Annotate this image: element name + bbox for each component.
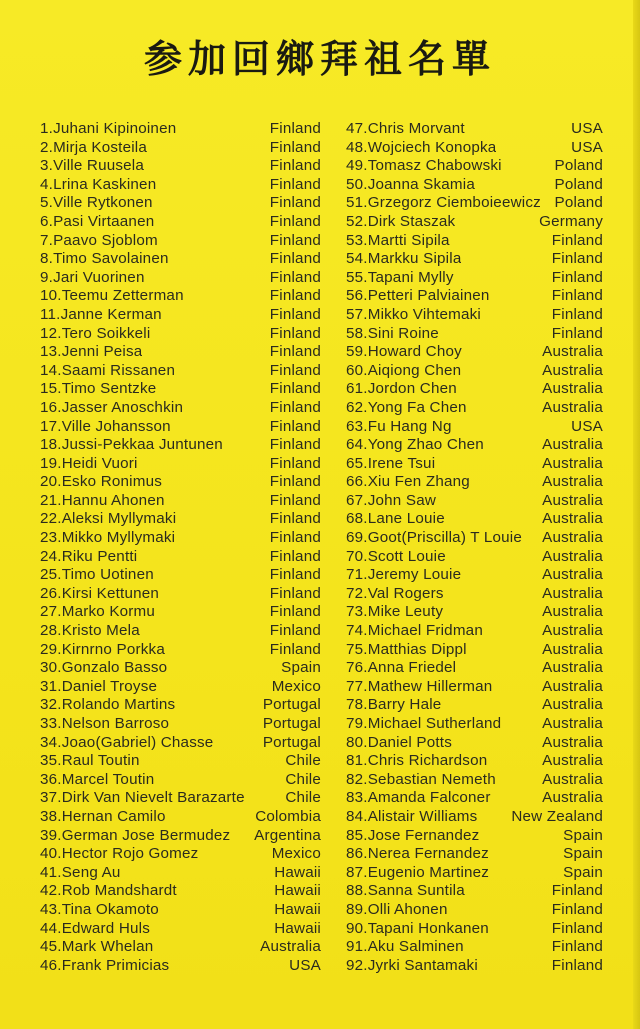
participant-country: Portugal — [262, 733, 321, 751]
list-item — [346, 734, 603, 753]
participant-name: 17.Ville Johansson — [40, 417, 171, 435]
page-edge — [633, 0, 640, 1029]
list-item — [40, 734, 321, 753]
list-item — [346, 269, 603, 288]
participant-country: Finland — [269, 120, 321, 137]
participant-name: 47.Chris Morvant — [346, 120, 465, 137]
participant-name: 44.Edward Huls — [40, 919, 151, 937]
list-item — [40, 120, 321, 139]
participant-country: Finland — [269, 398, 321, 416]
list-item — [346, 920, 603, 939]
list-item — [40, 232, 321, 251]
participant-name: 65.Irene Tsui — [346, 454, 436, 472]
participant-name: 62.Yong Fa Chen — [346, 398, 467, 416]
list-item — [40, 696, 321, 715]
participant-country: Portugal — [262, 696, 321, 714]
list-item — [40, 343, 321, 362]
participant-name: 54.Markku Sipila — [346, 250, 462, 268]
list-item — [40, 622, 321, 641]
participant-name: 68.Lane Louie — [346, 510, 445, 528]
participant-name: 38.Hernan Camilo — [40, 807, 166, 825]
list-item — [346, 808, 603, 827]
list-item — [40, 641, 321, 660]
participant-name: 7.Paavo Sjoblom — [40, 231, 158, 249]
participant-country: Finland — [269, 584, 321, 602]
participant-name: 25.Timo Uotinen — [40, 566, 154, 584]
list-item — [40, 455, 321, 474]
list-item — [40, 176, 321, 195]
participant-list-right — [346, 120, 603, 975]
list-item — [40, 957, 321, 976]
list-item — [40, 789, 321, 808]
participant-country: Australia — [542, 510, 603, 528]
participant-country: Australia — [542, 677, 603, 695]
participant-country: Australia — [542, 603, 603, 621]
participant-country: Finland — [551, 268, 603, 286]
participant-name: 34.Joao(Gabriel) Chasse — [40, 733, 214, 751]
list-item — [346, 492, 603, 511]
list-item — [346, 957, 603, 976]
list-item — [40, 715, 321, 734]
participant-name: 80.Daniel Potts — [346, 733, 452, 751]
participant-country: Australia — [260, 938, 321, 956]
list-item — [346, 548, 603, 567]
list-item — [346, 418, 603, 437]
participant-country: Finland — [269, 324, 321, 342]
list-item — [346, 306, 603, 325]
list-item — [40, 325, 321, 344]
participant-name: 76.Anna Friedel — [346, 659, 457, 677]
participant-country: Australia — [542, 473, 603, 491]
list-item — [40, 139, 321, 158]
participant-name: 50.Joanna Skamia — [346, 175, 476, 193]
list-item — [346, 678, 603, 697]
participant-name: 10.Teemu Zetterman — [40, 287, 184, 305]
list-item — [346, 827, 603, 846]
participant-country: Colombia — [255, 807, 321, 825]
list-item — [40, 213, 321, 232]
participant-name: 24.Riku Pentti — [40, 547, 138, 565]
participant-name: 19.Heidi Vuori — [40, 454, 138, 472]
list-item — [40, 473, 321, 492]
participant-name: 26.Kirsi Kettunen — [40, 584, 160, 602]
participant-country: Finland — [551, 305, 603, 323]
participant-name: 18.Jussi-Pekkaa Juntunen — [40, 436, 223, 454]
participant-name: 14.Saami Rissanen — [40, 361, 176, 379]
participant-country: Australia — [542, 584, 603, 602]
participant-country: Chile — [285, 770, 321, 788]
participant-country: Argentina — [254, 826, 321, 844]
participant-name: 2.Mirja Kosteila — [40, 138, 148, 156]
participant-name: 52.Dirk Staszak — [346, 212, 456, 230]
participant-name: 66.Xiu Fen Zhang — [346, 473, 470, 491]
participant-country: Finland — [269, 622, 321, 640]
list-item — [40, 418, 321, 437]
list-item — [40, 864, 321, 883]
participant-country: Australia — [542, 454, 603, 472]
list-item — [346, 436, 603, 455]
participant-name: 5.Ville Rytkonen — [40, 194, 153, 212]
list-item — [40, 306, 321, 325]
participant-country: Australia — [542, 547, 603, 565]
list-item — [346, 659, 603, 678]
participant-country: Finland — [269, 268, 321, 286]
participant-country: Spain — [563, 826, 603, 844]
participant-country: Australia — [542, 398, 603, 416]
list-item — [40, 585, 321, 604]
list-item — [346, 287, 603, 306]
list-item — [40, 250, 321, 269]
participant-country: Portugal — [262, 715, 321, 732]
participant-country: Australia — [542, 659, 603, 677]
participant-name: 82.Sebastian Nemeth — [346, 770, 496, 788]
participant-name: 12.Tero Soikkeli — [40, 324, 151, 342]
list-item — [346, 343, 603, 362]
participant-name: 64.Yong Zhao Chen — [346, 436, 484, 454]
participant-country: Australia — [542, 491, 603, 509]
participant-name: 49.Tomasz Chabowski — [346, 157, 502, 175]
participant-name: 30.Gonzalo Basso — [40, 659, 168, 677]
participant-country: Finland — [551, 882, 603, 900]
list-item — [40, 548, 321, 567]
participant-name: 32.Rolando Martins — [40, 696, 176, 714]
participant-country: Finland — [269, 473, 321, 491]
participant-name: 88.Sanna Suntila — [346, 882, 465, 900]
participant-country: Finland — [269, 566, 321, 584]
participant-name: 42.Rob Mandshardt — [40, 882, 177, 900]
participant-name: 37.Dirk Van Nievelt Barazarte — [40, 789, 245, 807]
list-item — [346, 399, 603, 418]
participant-name: 31.Daniel Troyse — [40, 677, 158, 695]
participant-country: Spain — [563, 845, 603, 863]
list-item — [40, 808, 321, 827]
participant-name: 81.Chris Richardson — [346, 752, 488, 770]
participant-country: Australia — [542, 529, 603, 547]
list-item — [346, 585, 603, 604]
participant-country: USA — [571, 120, 603, 137]
list-item — [346, 157, 603, 176]
participant-name: 41.Seng Au — [40, 863, 121, 881]
participant-country: Finland — [551, 324, 603, 342]
list-item — [346, 566, 603, 585]
participant-name: 40.Hector Rojo Gomez — [40, 845, 199, 863]
list-item — [346, 603, 603, 622]
participant-country: Hawaii — [274, 882, 321, 900]
list-item — [346, 176, 603, 195]
participant-name: 60.Aiqiong Chen — [346, 361, 462, 379]
participant-country: Hawaii — [274, 900, 321, 918]
participant-name: 16.Jasser Anoschkin — [40, 398, 184, 416]
participant-name: 53.Martti Sipila — [346, 231, 450, 249]
participant-country: Australia — [542, 361, 603, 379]
participant-name: 56.Petteri Palviainen — [346, 287, 490, 305]
participant-country: Finland — [269, 454, 321, 472]
participant-country: Finland — [269, 361, 321, 379]
participant-country: Australia — [542, 770, 603, 788]
list-item — [346, 362, 603, 381]
list-item — [346, 696, 603, 715]
participant-name: 73.Mike Leuty — [346, 603, 444, 621]
participant-country: USA — [289, 956, 321, 974]
participant-name: 89.Olli Ahonen — [346, 900, 448, 918]
participant-name: 75.Matthias Dippl — [346, 640, 467, 658]
list-item — [40, 287, 321, 306]
list-item — [346, 529, 603, 548]
participant-name: 71.Jeremy Louie — [346, 566, 462, 584]
participant-country: Australia — [542, 436, 603, 454]
list-item — [346, 473, 603, 492]
participant-name: 63.Fu Hang Ng — [346, 417, 452, 435]
list-item — [40, 678, 321, 697]
participant-name: 79.Michael Sutherland — [346, 715, 502, 732]
participant-name: 1.Juhani Kipinoinen — [40, 120, 177, 137]
participant-country: Mexico — [271, 845, 321, 863]
participant-country: Finland — [269, 436, 321, 454]
participant-name: 67.John Saw — [346, 491, 437, 509]
list-item — [40, 920, 321, 939]
participant-country: USA — [571, 138, 603, 156]
list-item — [40, 529, 321, 548]
participant-name: 51.Grzegorz Ciemboieewicz — [346, 194, 541, 212]
participant-country: Finland — [551, 287, 603, 305]
participant-country: Hawaii — [274, 919, 321, 937]
participant-name: 90.Tapani Honkanen — [346, 919, 489, 937]
participant-name: 43.Tina Okamoto — [40, 900, 159, 918]
participant-country: Australia — [542, 752, 603, 770]
participant-name: 4.Lrina Kaskinen — [40, 175, 157, 193]
list-item — [346, 938, 603, 957]
participant-name: 91.Aku Salminen — [346, 938, 464, 956]
participant-name: 72.Val Rogers — [346, 584, 444, 602]
participant-name: 15.Timo Sentzke — [40, 380, 157, 398]
list-item — [346, 380, 603, 399]
participant-country: Australia — [542, 622, 603, 640]
participant-country: Australia — [542, 640, 603, 658]
participant-name: 92.Jyrki Santamaki — [346, 956, 478, 974]
participant-name: 69.Goot(Priscilla) T Louie — [346, 529, 522, 547]
participant-name: 33.Nelson Barroso — [40, 715, 170, 732]
participant-name: 20.Esko Ronimus — [40, 473, 163, 491]
participant-name: 78.Barry Hale — [346, 696, 442, 714]
participant-country: Finland — [269, 380, 321, 398]
participant-name: 57.Mikko Vihtemaki — [346, 305, 481, 323]
participant-country: Finland — [269, 138, 321, 156]
list-item — [346, 139, 603, 158]
participant-name: 84.Alistair Williams — [346, 807, 478, 825]
participant-country: Finland — [269, 491, 321, 509]
list-item — [40, 157, 321, 176]
list-item — [346, 752, 603, 771]
list-item — [40, 938, 321, 957]
participant-country: Finland — [269, 529, 321, 547]
participant-country: Germany — [539, 212, 603, 230]
participant-name: 29.Kirnrno Porkka — [40, 640, 165, 658]
participant-country: Finland — [551, 919, 603, 937]
participant-country: Finland — [269, 510, 321, 528]
participant-name: 61.Jordon Chen — [346, 380, 457, 398]
participant-country: Australia — [542, 380, 603, 398]
participant-country: Finland — [269, 231, 321, 249]
participant-country: Finland — [269, 417, 321, 435]
list-item — [40, 194, 321, 213]
participant-country: Finland — [269, 250, 321, 268]
participant-country: Poland — [554, 175, 603, 193]
list-item — [40, 492, 321, 511]
participant-country: Finland — [269, 212, 321, 230]
list-item — [346, 120, 603, 139]
participant-country: Spain — [563, 863, 603, 881]
participant-name: 77.Mathew Hillerman — [346, 677, 493, 695]
participant-name: 36.Marcel Toutin — [40, 770, 155, 788]
participant-country: Finland — [269, 640, 321, 658]
list-item — [346, 213, 603, 232]
participant-country: Finland — [551, 900, 603, 918]
list-item — [346, 232, 603, 251]
participant-name: 11.Janne Kerman — [40, 305, 162, 323]
participant-country: Finland — [551, 956, 603, 974]
list-item — [346, 325, 603, 344]
participant-name: 59.Howard Choy — [346, 343, 462, 361]
list-item — [40, 771, 321, 790]
list-item — [346, 901, 603, 920]
list-item — [346, 864, 603, 883]
list-item — [40, 845, 321, 864]
list-item — [346, 789, 603, 808]
list-item — [346, 455, 603, 474]
list-item — [346, 882, 603, 901]
list-item — [40, 362, 321, 381]
list-item — [40, 380, 321, 399]
participant-country: New Zealand — [511, 807, 603, 825]
participant-name: 86.Nerea Fernandez — [346, 845, 489, 863]
list-item — [40, 603, 321, 622]
participant-name: 27.Marko Kormu — [40, 603, 156, 621]
list-item — [40, 399, 321, 418]
participant-name: 22.Aleksi Myllymaki — [40, 510, 177, 528]
participant-name: 3.Ville Ruusela — [40, 157, 145, 175]
participant-name: 87.Eugenio Martinez — [346, 863, 490, 881]
participant-country: Australia — [542, 696, 603, 714]
participant-country: Australia — [542, 733, 603, 751]
list-item — [346, 845, 603, 864]
participant-country: Poland — [554, 194, 603, 212]
participant-country: Mexico — [271, 677, 321, 695]
list-item — [346, 250, 603, 269]
list-item — [346, 641, 603, 660]
list-item — [40, 901, 321, 920]
list-item — [346, 194, 603, 213]
participant-name: 45.Mark Whelan — [40, 938, 154, 956]
participant-country: Chile — [285, 752, 321, 770]
participant-name: 83.Amanda Falconer — [346, 789, 491, 807]
participant-country: Spain — [281, 659, 321, 677]
page-title: 参加回鄉拜祖名單 — [143, 36, 496, 81]
participant-name: 46.Frank Primicias — [40, 956, 170, 974]
list-item — [40, 882, 321, 901]
list-item — [346, 622, 603, 641]
participant-country: Australia — [542, 343, 603, 361]
list-item — [40, 752, 321, 771]
list-item — [40, 659, 321, 678]
participant-list-left — [40, 120, 321, 975]
participant-country: Poland — [554, 157, 603, 175]
participant-country: Chile — [285, 789, 321, 807]
participant-country: Finland — [269, 603, 321, 621]
participant-country: Finland — [269, 343, 321, 361]
participant-country: Australia — [542, 789, 603, 807]
list-item — [40, 566, 321, 585]
list-item — [346, 715, 603, 734]
participant-name: 58.Sini Roine — [346, 324, 439, 342]
list-item — [40, 436, 321, 455]
participant-country: Australia — [542, 715, 603, 732]
participant-name: 35.Raul Toutin — [40, 752, 140, 770]
participant-name: 6.Pasi Virtaanen — [40, 212, 155, 230]
participant-country: Australia — [542, 566, 603, 584]
participant-name: 85.Jose Fernandez — [346, 826, 480, 844]
participant-name: 9.Jari Vuorinen — [40, 268, 145, 286]
participant-country: Finland — [269, 194, 321, 212]
list-item — [40, 510, 321, 529]
participant-country: Hawaii — [274, 863, 321, 881]
participant-name: 39.German Jose Bermudez — [40, 826, 231, 844]
participant-name: 23.Mikko Myllymaki — [40, 529, 176, 547]
participant-name: 8.Timo Savolainen — [40, 250, 169, 268]
participant-name: 13.Jenni Peisa — [40, 343, 143, 361]
participant-country: Finland — [551, 938, 603, 956]
participant-country: Finland — [551, 231, 603, 249]
participant-country: Finland — [551, 250, 603, 268]
participant-name: 21.Hannu Ahonen — [40, 491, 165, 509]
participant-name: 74.Michael Fridman — [346, 622, 483, 640]
participant-country: Finland — [269, 175, 321, 193]
participant-country: Finland — [269, 287, 321, 305]
participant-name: 28.Kristo Mela — [40, 622, 140, 640]
participant-country: Finland — [269, 547, 321, 565]
participant-country: Finland — [269, 305, 321, 323]
participant-country: USA — [571, 417, 603, 435]
list-item — [346, 771, 603, 790]
participant-name: 70.Scott Louie — [346, 547, 446, 565]
participant-name: 48.Wojciech Konopka — [346, 138, 497, 156]
list-item — [346, 510, 603, 529]
list-item — [40, 827, 321, 846]
participant-name: 55.Tapani Mylly — [346, 268, 454, 286]
participant-country: Finland — [269, 157, 321, 175]
list-item — [40, 269, 321, 288]
